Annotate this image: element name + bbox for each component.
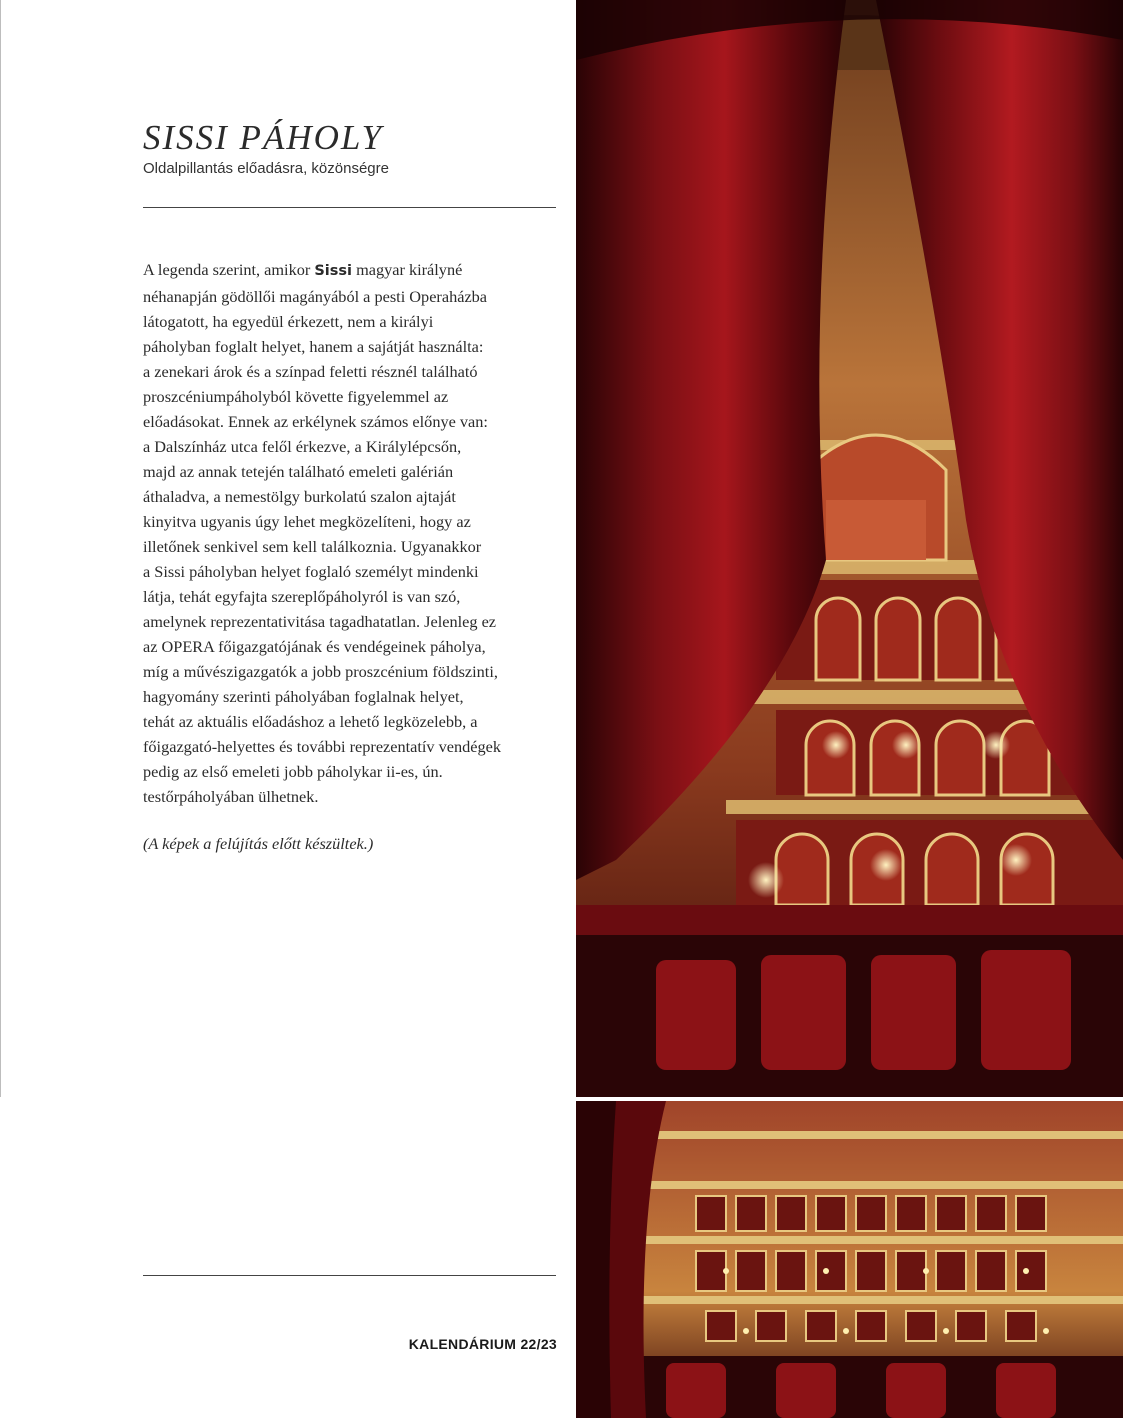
body-line: míg a művészigazgatók a jobb proszcénium földszinti, xyxy=(143,662,498,681)
body-line: hagyomány szerinti páholyában foglalnak helyet, xyxy=(143,687,464,706)
body-line: majd az annak tetején található emeleti galérián xyxy=(143,462,454,481)
body-line: A legenda szerint, amikor Sissi magyar királyné xyxy=(143,260,463,279)
sissi-bold: Sissi xyxy=(314,263,353,279)
body-line: az OPERA főigazgatójának és vendégeinek páholya, xyxy=(143,637,486,656)
page-title: SISSI PÁHOLY xyxy=(143,118,384,157)
body-line: a Dalszínház utca felől érkezve, a Királylépcsőn, xyxy=(143,437,462,456)
body-line: páholyban foglalt helyet, hanem a sajátját használta: xyxy=(143,337,484,356)
body-line: főigazgató-helyettes és további reprezentatív vendégek xyxy=(143,737,502,756)
footer-publication: KALENDÁRIUM 22/23 xyxy=(408,1336,557,1352)
body-line: pedig az első emeleti jobb páholykar ii-es, ún. xyxy=(143,762,443,781)
body-line: kinyitva ugyanis úgy lehet megközelíteni, hogy az xyxy=(143,512,471,531)
top-divider xyxy=(143,207,556,208)
bottom-divider xyxy=(143,1275,556,1276)
body-line: amelynek reprezentativitása tagadhatatlan. Jelenleg ez xyxy=(143,612,497,631)
page-subtitle: Oldalpillantás előadásra, közönségre xyxy=(143,160,389,177)
body-line: testőrpáholyában ülhetnek. xyxy=(143,787,319,806)
body-line: tehát az aktuális előadáshoz a lehető legközelebb, a xyxy=(143,712,478,731)
body-line: a zenekari árok és a színpad feletti résznél található xyxy=(143,362,478,381)
body-line: látogatott, ha egyedül érkezett, nem a királyi xyxy=(143,312,434,331)
body-line: néhanapján gödöllői magányából a pesti Operaházba xyxy=(143,287,488,306)
body-line: látja, tehát egyfajta szereplőpáholyról is van szó, xyxy=(143,587,461,606)
body-line: illetőnek senkivel sem kell találkoznia. Ugyanakkor xyxy=(143,537,482,556)
body-line: a Sissi páholyban helyet foglaló személyt mindenki xyxy=(143,562,479,581)
page-edge-line xyxy=(0,0,1,1097)
article-body xyxy=(143,257,563,809)
photo-caption: (A képek a felújítás előtt készültek.) xyxy=(143,834,374,853)
body-line: előadásokat. Ennek az erkélynek számos előnye van: xyxy=(143,412,488,431)
body-line: proszcéniumpáholyból követte figyelemmel az xyxy=(143,387,449,406)
body-line: áthaladva, a nemestölgy burkolatú szalon ajtaját xyxy=(143,487,456,506)
photo-auditorium-tiers xyxy=(576,1101,1123,1418)
photo-sissi-box-view xyxy=(576,0,1123,1097)
